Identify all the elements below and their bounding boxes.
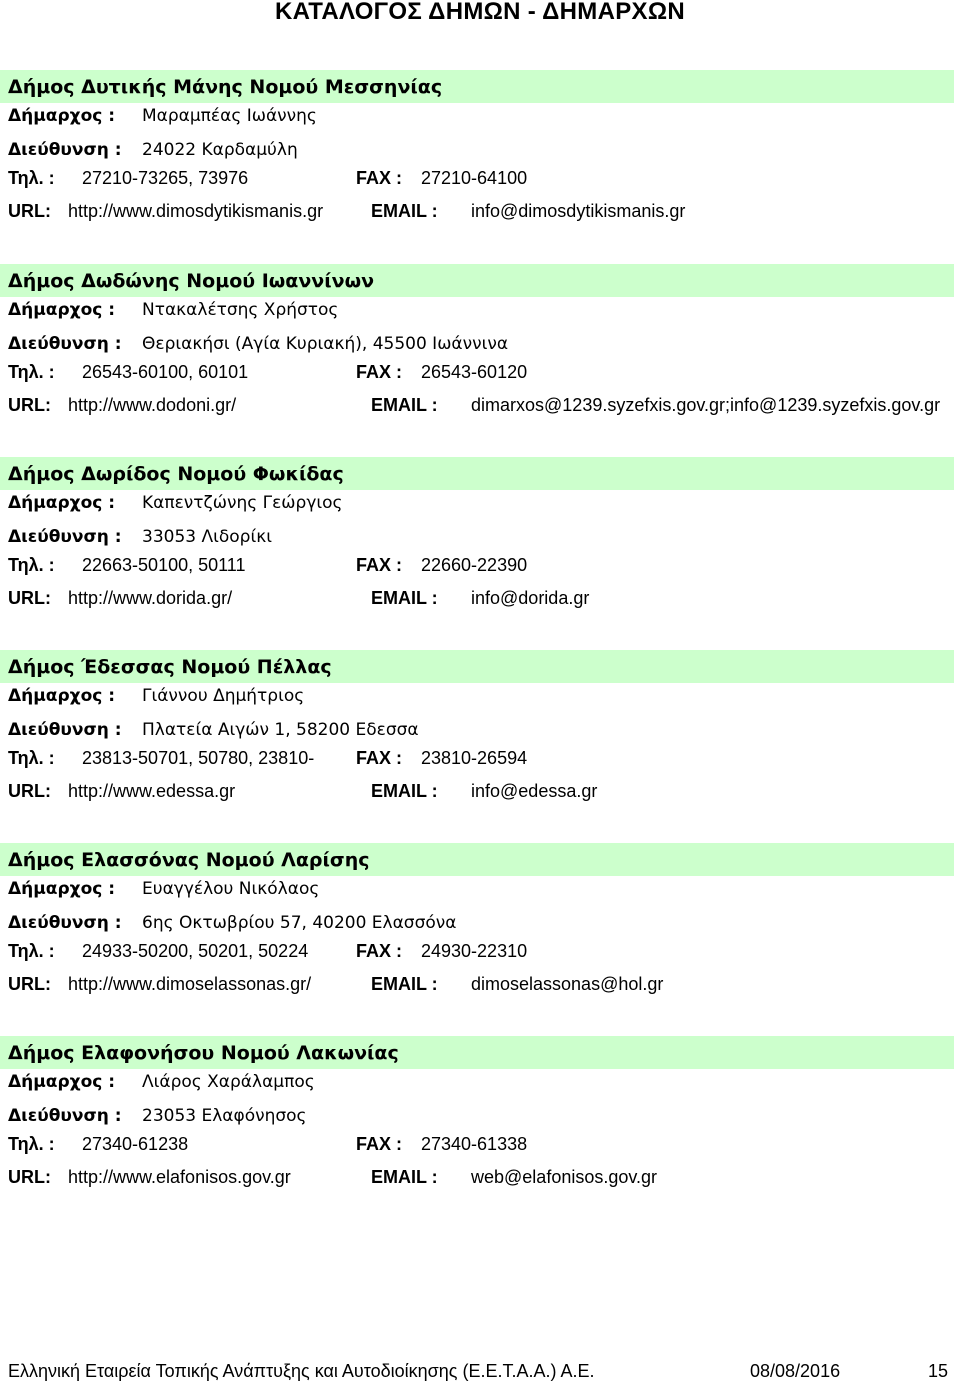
email-label: EMAIL : [371,201,438,221]
url-label: URL: [8,1167,51,1187]
email-label: EMAIL : [371,588,438,608]
email-link[interactable]: web@elafonisos.gov.gr [471,1167,658,1187]
web-row [0,395,960,441]
municipality-entry [0,843,960,1036]
mayor-value: Ευαγγέλου Νικόλαος [142,879,320,899]
tel-value: 22663-50100, 50111 [82,555,246,575]
website-link[interactable]: http://www.dodoni.gr/ [68,395,237,415]
mayor-value: Γιάννου Δημήτριος [142,686,305,706]
mayor-value: Λιάρος Χαράλαμπος [142,1072,315,1092]
footer-date: 08/08/2016 [750,1361,841,1381]
address-value: 6ης Οκτωβρίου 57, 40200 Ελασσόνα [142,913,457,933]
address-label: Διεύθυνση : [8,1106,122,1126]
tel-value: 23813-50701, 50780, 23810- [82,748,315,768]
tel-value: 27340-61238 [82,1134,189,1154]
email-link[interactable]: info@dimosdytikismanis.gr [471,201,686,221]
document-title: ΚΑΤΑΛΟΓΟΣ ΔΗΜΩΝ - ΔΗΜΑΡΧΩΝ [274,0,686,25]
municipality-name: Δήμος Έδεσσας Νομού Πέλλας [8,656,332,678]
email-link[interactable]: info@dorida.gr [471,588,590,608]
mayor-row [0,879,960,903]
address-row [0,913,960,937]
fax-value: 23810-26594 [421,748,528,768]
email-link[interactable]: info@edessa.gr [471,781,598,801]
fax-value: 24930-22310 [421,941,528,961]
tel-label: Τηλ. : [8,168,55,188]
fax-label: FAX : [356,362,403,382]
mayor-value: Μαραμπέας Ιωάννης [142,106,317,126]
address-label: Διεύθυνση : [8,334,122,354]
municipality-entry [0,1036,960,1229]
mayor-row [0,106,960,130]
mayor-row [0,493,960,517]
mayor-row [0,1072,960,1096]
municipality-title-band [0,843,954,876]
address-value: Πλατεία Αιγών 1, 58200 Εδεσσα [142,720,419,740]
address-value: 24022 Καρδαμύλη [142,140,298,160]
url-label: URL: [8,781,51,801]
page-number: 15 [928,1361,949,1381]
mayor-value: Καπεντζώνης Γεώργιος [142,493,343,513]
municipality-name: Δήμος Ελαφονήσου Νομού Λακωνίας [8,1042,399,1064]
email-label: EMAIL : [371,1167,438,1187]
web-row [0,1167,960,1213]
address-label: Διεύθυνση : [8,140,122,160]
fax-label: FAX : [356,1134,403,1154]
email-label: EMAIL : [371,974,438,994]
mayor-label: Δήμαρχος : [8,493,116,513]
tel-value: 27210-73265, 73976 [82,168,249,188]
municipality-title-band [0,457,954,490]
address-value: Θεριακήσι (Αγία Κυριακή), 45500 Ιωάννινα [142,334,509,354]
fax-label: FAX : [356,748,403,768]
address-label: Διεύθυνση : [8,720,122,740]
phone-row [0,748,960,772]
fax-value: 27340-61338 [421,1134,528,1154]
address-row [0,1106,960,1130]
url-label: URL: [8,588,51,608]
email-link[interactable]: dimarxos@1239.syzefxis.gov.gr;info@1239.syzefxis.gov.gr [471,395,941,415]
web-row [0,588,960,634]
web-row [0,974,960,1020]
municipality-entry [0,264,960,457]
tel-label: Τηλ. : [8,941,55,961]
address-row [0,334,960,358]
fax-value: 26543-60120 [421,362,528,382]
website-link[interactable]: http://www.edessa.gr [68,781,236,801]
tel-label: Τηλ. : [8,555,55,575]
website-link[interactable]: http://www.dimoselassonas.gr/ [68,974,312,994]
address-row [0,720,960,744]
url-label: URL: [8,201,51,221]
website-link[interactable]: http://www.elafonisos.gov.gr [68,1167,291,1187]
municipality-title-band [0,70,954,103]
address-value: 23053 Ελαφόνησος [142,1106,307,1126]
mayor-row [0,300,960,324]
url-label: URL: [8,395,51,415]
url-label: URL: [8,974,51,994]
tel-label: Τηλ. : [8,362,55,382]
mayor-label: Δήμαρχος : [8,106,116,126]
address-value: 33053 Λιδορίκι [142,527,272,547]
phone-row [0,1134,960,1158]
municipality-title-band [0,1036,954,1069]
municipality-name: Δήμος Ελασσόνας Νομού Λαρίσης [8,849,370,871]
fax-value: 22660-22390 [421,555,528,575]
website-link[interactable]: http://www.dorida.gr/ [68,588,233,608]
municipality-entry [0,457,960,650]
mayor-row [0,686,960,710]
website-link[interactable]: http://www.dimosdytikismanis.gr [68,201,324,221]
mayor-label: Δήμαρχος : [8,300,116,320]
municipality-entry [0,650,960,843]
web-row [0,781,960,827]
phone-row [0,168,960,192]
municipality-name: Δήμος Δυτικής Μάνης Νομού Μεσσηνίας [8,76,443,98]
footer-organization: Ελληνική Εταιρεία Τοπικής Ανάπτυξης και Αυτοδιοίκησης (Ε.Ε.Τ.Α.Α.) Α.Ε. [8,1361,595,1381]
address-row [0,140,960,164]
email-label: EMAIL : [371,395,438,415]
mayor-value: Ντακαλέτσης Χρήστος [142,300,339,320]
mayor-label: Δήμαρχος : [8,879,116,899]
municipality-title-band [0,650,954,683]
phone-row [0,941,960,965]
municipality-name: Δήμος Δωδώνης Νομού Ιωαννίνων [8,270,375,292]
fax-label: FAX : [356,941,403,961]
tel-value: 26543-60100, 60101 [82,362,249,382]
mayor-label: Δήμαρχος : [8,1072,116,1092]
page-footer [0,1361,960,1383]
municipality-name: Δήμος Δωρίδος Νομού Φωκίδας [8,463,344,485]
municipality-title-band [0,264,954,297]
fax-value: 27210-64100 [421,168,528,188]
municipality-entry [0,70,960,263]
address-label: Διεύθυνση : [8,527,122,547]
fax-label: FAX : [356,168,403,188]
email-label: EMAIL : [371,781,438,801]
phone-row [0,362,960,386]
fax-label: FAX : [356,555,403,575]
address-row [0,527,960,551]
address-label: Διεύθυνση : [8,913,122,933]
tel-label: Τηλ. : [8,748,55,768]
mayor-label: Δήμαρχος : [8,686,116,706]
email-link[interactable]: dimoselassonas@hol.gr [471,974,664,994]
phone-row [0,555,960,579]
web-row [0,201,960,247]
tel-value: 24933-50200, 50201, 50224 [82,941,309,961]
tel-label: Τηλ. : [8,1134,55,1154]
